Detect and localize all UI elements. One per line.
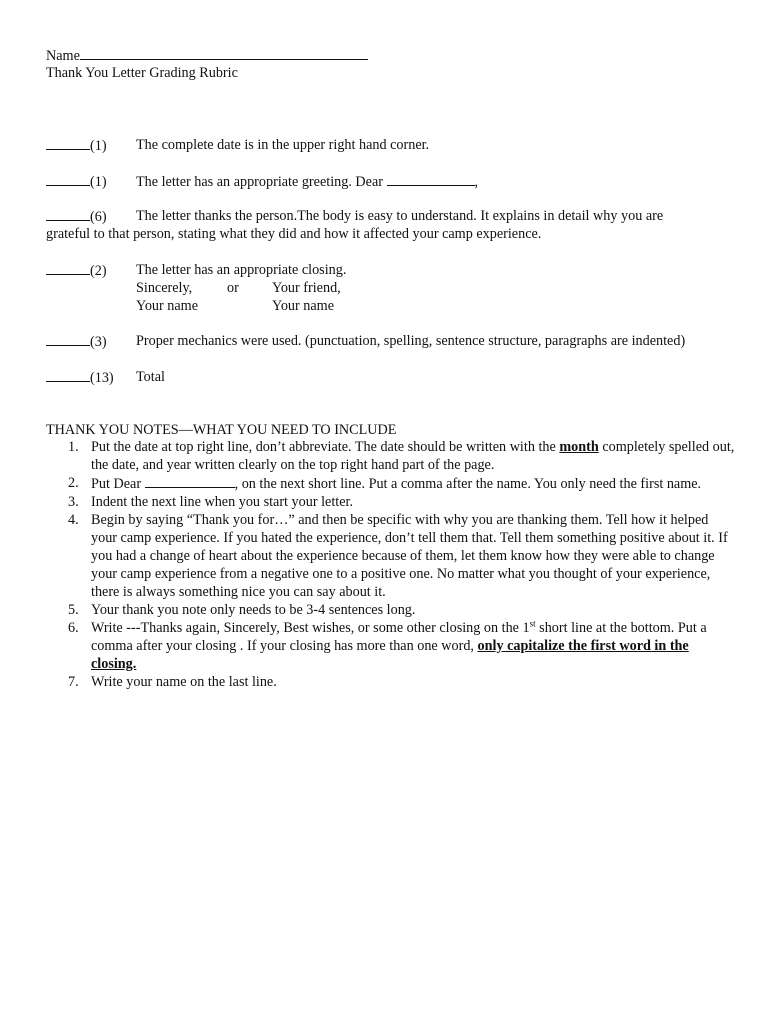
list-item: 5. Your thank you note only needs to be 3-4 sentences long. [68,602,416,618]
rubric-row-3-points: (6) [46,207,107,226]
notes-heading: THANK YOU NOTES—WHAT YOU NEED TO INCLUDE [46,422,397,438]
list-item: 6. Write ---Thanks again, Sincerely, Best wishes, or some other closing on the 1st short line at the bottom. Put a comma after your closing . If your closing has more than one word, only capitalize the first word in the closing. [68,618,707,672]
score-blank [46,332,90,346]
rubric-row-4-points: (2) [46,261,107,280]
dear-blank [387,172,475,186]
list-item: 3. Indent the next line when you start your letter. [68,494,354,510]
rubric-row-5-points: (3) [46,332,107,351]
rubric-row-6-points: (13) [46,368,114,387]
notes-list [46,438,736,691]
closing-example-1a: Sincerely, [136,280,193,296]
score-blank [46,207,90,221]
month-emphasis: month [559,439,599,455]
closing-example-2b: Your name [272,298,335,314]
score-blank [46,172,90,186]
rubric-row-3-text: The letter thanks the person.The body is easy to understand. It explains in detail why you are [136,208,664,224]
rubric-row-6-text: Total [136,369,165,385]
rubric-row-5-text: Proper mechanics were used. (punctuation, spelling, sentence structure, paragraphs are indented) [136,333,686,349]
closing-example-or: or [227,280,239,296]
closing-example-1b: Your name [136,298,199,314]
name-blank [80,46,368,60]
rubric-row-2-text: The letter has an appropriate greeting. Dear , [136,174,479,190]
score-blank [46,261,90,275]
rubric-row-2-points: (1) [46,172,107,191]
rubric-row-1-text: The complete date is in the upper right hand corner. [136,137,430,153]
closing-example-2a: Your friend, [272,280,341,296]
rubric-row-3-continuation: grateful to that person, stating what they did and how it affected your camp experience. [46,226,542,242]
score-blank [46,368,90,382]
capitalize-emphasis: only capitalize the first word in the closing. [91,638,689,672]
name-line [46,46,368,65]
list-item: 1. Put the date at top right line, don’t abbreviate. The date should be written with the month completely spelled out, the date, and year written clearly on the top right hand part of the page. [68,439,735,473]
rubric-row-1-points: (1) [46,136,107,155]
page-title: Thank You Letter Grading Rubric [46,65,238,81]
rubric-row-4-text: The letter has an appropriate closing. [136,262,347,278]
name-label: Name [46,48,80,64]
dear-blank [145,474,235,488]
list-item: 7. Write your name on the last line. [68,674,277,690]
list-item: 4. Begin by saying “Thank you for…” and then be specific with why you are thanking them. Tell how it helped your camp experience. If you hated the experience, don’t tell them that. Tell them something positive about it. If you had a change of heart about the experience because of them, let them know how they were able to change your camp experience from a negative one to a positive one. No matter what you thought of your experience, there is always something nice you can say about it. [68,512,728,600]
list-item: 2. Put Dear , on the next short line. Put a comma after the name. You only need the first name. [68,475,702,492]
score-blank [46,136,90,150]
